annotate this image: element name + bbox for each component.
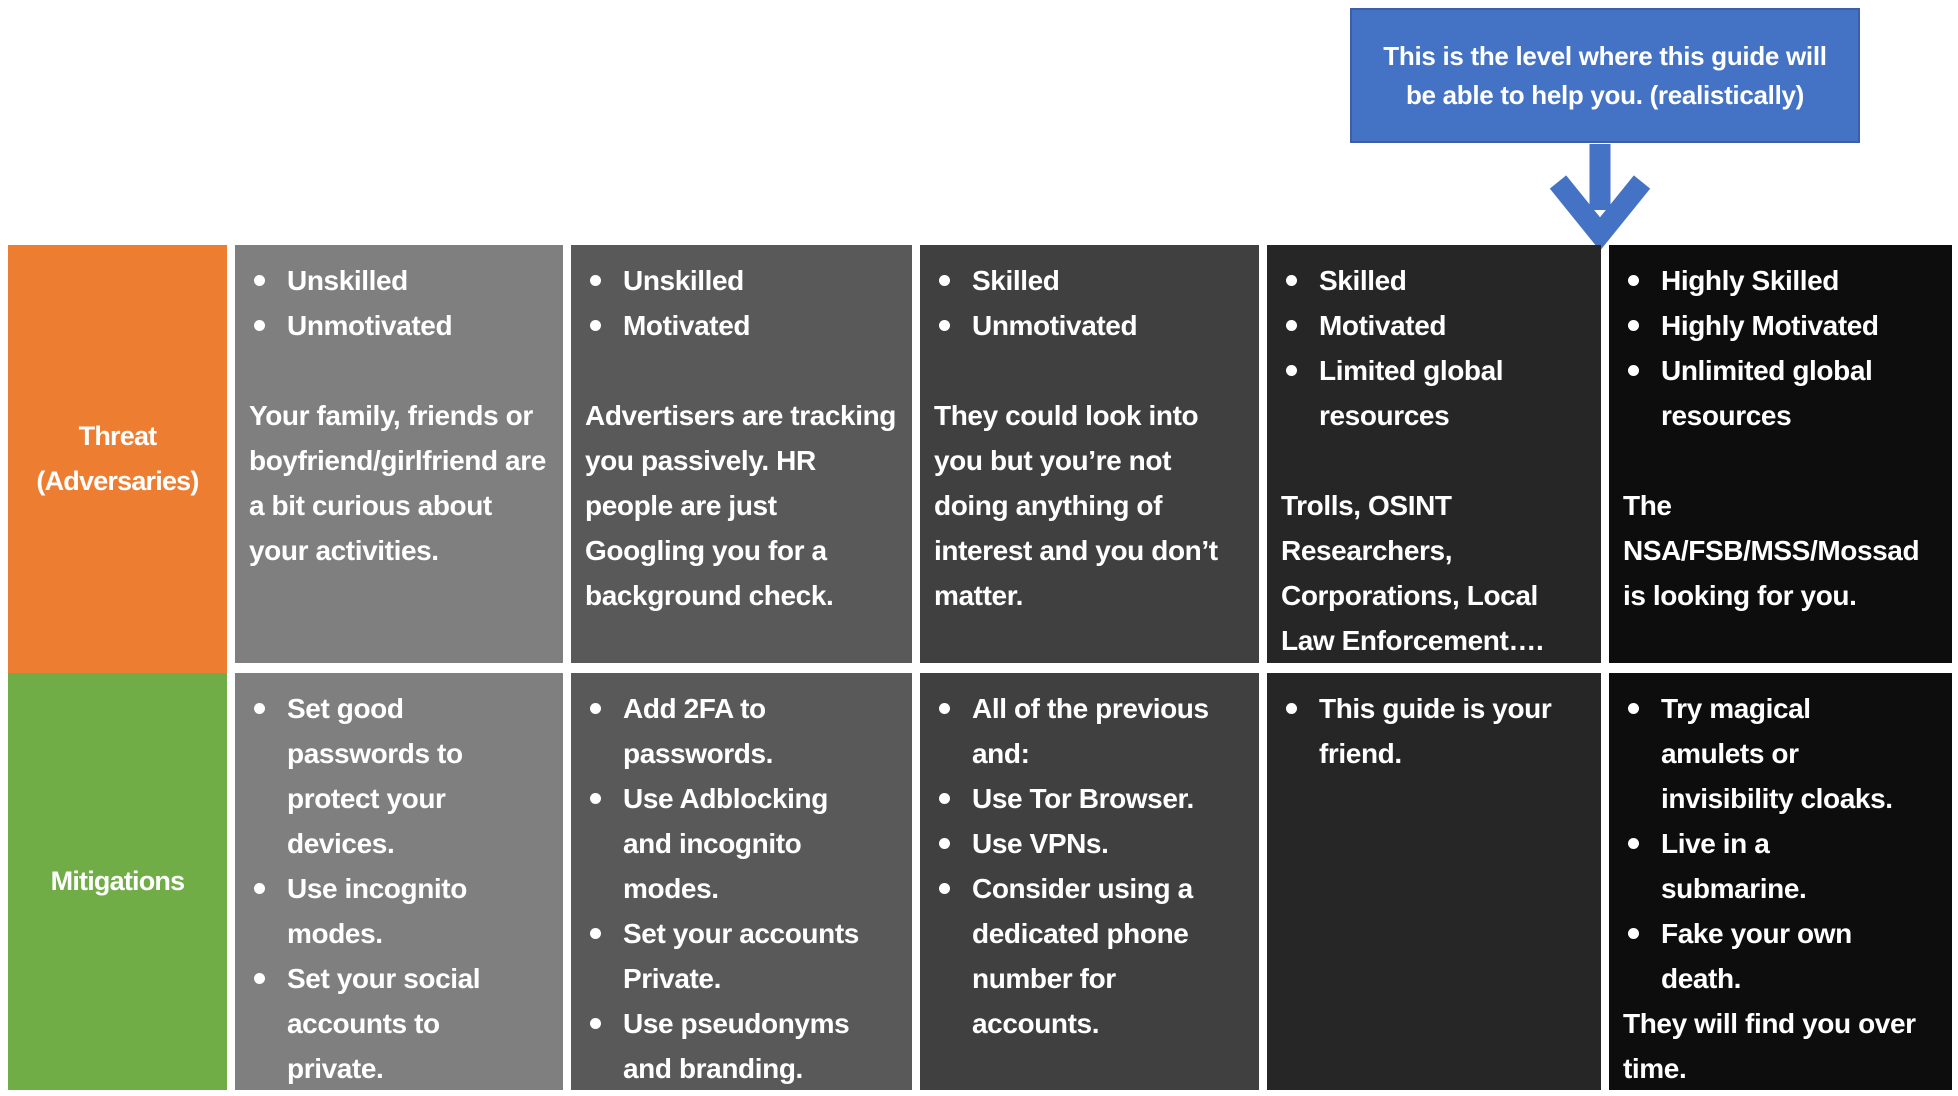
- bullet-item: Use pseudonyms and branding.: [585, 1001, 898, 1091]
- bullet-item: Set your social accounts to private.: [249, 956, 549, 1091]
- row-header-line: Threat: [78, 421, 157, 451]
- bullet-item: This guide is your friend.: [1281, 686, 1587, 776]
- threat-cell-level-1: [235, 245, 563, 663]
- mitigation-cell-level-3: [920, 673, 1259, 1090]
- bullet-item: Consider using a dedicated phone number for accounts.: [934, 866, 1245, 1046]
- cell-paragraph: Trolls, OSINT Researchers, Corporations, Local Law Enforcement….: [1281, 490, 1544, 656]
- threat-cell-level-4: [1267, 245, 1601, 663]
- bullet-item: Motivated: [585, 303, 898, 348]
- row-header-line: Mitigations: [50, 866, 185, 896]
- bullet-item: Fake your own death.: [1623, 911, 1938, 1001]
- row-header-mitigations: [8, 673, 227, 1090]
- bullet-item: Use Adblocking and incognito modes.: [585, 776, 898, 911]
- bullet-item: Motivated: [1281, 303, 1587, 348]
- bullet-item: Limited global resources: [1281, 348, 1587, 438]
- bullet-item: Unmotivated: [249, 303, 549, 348]
- cell-paragraph: The NSA/FSB/MSS/Mossad is looking for you.: [1623, 490, 1920, 611]
- bullet-item: Unskilled: [249, 258, 549, 303]
- bullet-list: [249, 258, 549, 348]
- mitigation-cell-level-2: [571, 673, 912, 1090]
- bullet-item: Add 2FA to passwords.: [585, 686, 898, 776]
- bullet-item: Use incognito modes.: [249, 866, 549, 956]
- bullet-list: [1281, 258, 1587, 438]
- callout-text: This is the level where this guide will be able to help you. (realistically): [1383, 40, 1827, 110]
- bullet-item: Set your accounts Private.: [585, 911, 898, 1001]
- bullet-item: Try magical amulets or invisibility cloaks.: [1623, 686, 1938, 821]
- mitigation-cell-level-5: [1609, 673, 1952, 1090]
- callout-box: [1350, 8, 1860, 143]
- bullet-list: [1623, 686, 1938, 1001]
- bullet-item: Highly Motivated: [1623, 303, 1938, 348]
- threat-cell-level-5: [1609, 245, 1952, 663]
- mitigation-cell-level-4: [1267, 673, 1601, 1090]
- bullet-item: Live in a submarine.: [1623, 821, 1938, 911]
- cell-paragraph: They will find you over time.: [1623, 1008, 1916, 1084]
- bullet-item: Set good passwords to protect your devices.: [249, 686, 549, 866]
- mitigation-cell-level-1: [235, 673, 563, 1090]
- bullet-item: All of the previous and:: [934, 686, 1245, 776]
- bullet-item: Unlimited global resources: [1623, 348, 1938, 438]
- row-header-threat: [8, 245, 227, 673]
- cell-paragraph: Advertisers are tracking you passively. HR people are just Googling you for a background check.: [585, 400, 897, 611]
- bullet-list: [585, 686, 898, 1091]
- bullet-item: Use VPNs.: [934, 821, 1245, 866]
- bullet-list: [249, 686, 549, 1091]
- bullet-item: Unmotivated: [934, 303, 1245, 348]
- down-arrow-icon: [1547, 144, 1653, 243]
- threat-cell-level-2: [571, 245, 912, 663]
- bullet-list: [1623, 258, 1938, 438]
- bullet-item: Unskilled: [585, 258, 898, 303]
- bullet-item: Skilled: [1281, 258, 1587, 303]
- row-header-line: (Adversaries): [36, 466, 199, 496]
- bullet-list: [934, 258, 1245, 348]
- cell-paragraph: Your family, friends or boyfriend/girlfriend are a bit curious about your activities.: [249, 400, 546, 566]
- bullet-item: Use Tor Browser.: [934, 776, 1245, 821]
- threat-cell-level-3: [920, 245, 1259, 663]
- bullet-list: [934, 686, 1245, 1046]
- bullet-list: [585, 258, 898, 348]
- cell-paragraph: They could look into you but you’re not doing anything of interest and you don’t matter.: [934, 400, 1218, 611]
- bullet-list: [1281, 686, 1587, 776]
- threat-model-table: [8, 245, 1952, 1090]
- bullet-item: Highly Skilled: [1623, 258, 1938, 303]
- bullet-item: Skilled: [934, 258, 1245, 303]
